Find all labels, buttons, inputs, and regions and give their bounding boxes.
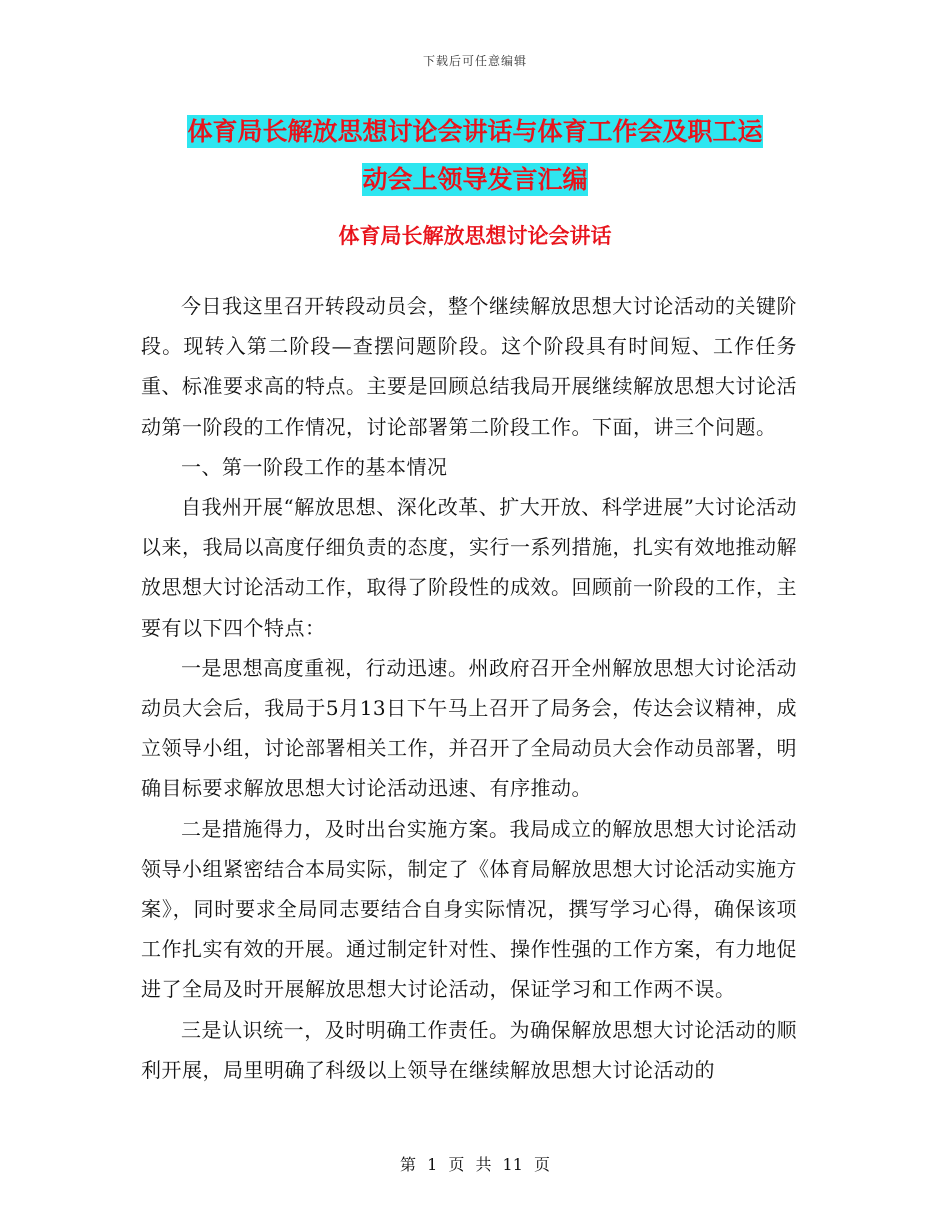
body-paragraph: 自我州开展“解放思想、深化改革、扩大开放、科学进展”大讨论活动以来，我局以高度仔细负责的态度，实行一系列措施，扎实有效地推动解放思想大讨论活动工作，取得了阶段性的成效。回顾前一阶段的工作，主要有以下四个特点： (141, 495, 797, 640)
document-title (140, 108, 810, 204)
page-number-footer: 第 1 页 共 11 页 (400, 1155, 550, 1174)
body-paragraph: 今日我这里召开转段动员会，整个继续解放思想大讨论活动的关键阶段。现转入第二阶段—查摆问题阶段。这个阶段具有时间短、工作任务重、标准要求高的特点。主要是回顾总结我局开展继续解放思想大讨论活动第一阶段的工作情况，讨论部署第二阶段工作。下面，讲三个问题。 (141, 294, 797, 439)
document-title-line-2: 动会上领导发言汇编 (362, 165, 588, 194)
body-paragraph: 二是措施得力，及时出台实施方案。我局成立的解放思想大讨论活动领导小组紧密结合本局实际，制定了《体育局解放思想大讨论活动实施方案》，同时要求全局同志要结合自身实际情况，撰写学习心得，确保该项工作扎实有效的开展。通过制定针对性、操作性强的工作方案，有力地促进了全局及时开展解放思想大讨论活动，保证学习和工作两不误。 (141, 816, 797, 1002)
body-paragraph: 三是认识统一，及时明确工作责任。为确保解放思想大讨论活动的顺利开展，局里明确了科级以上领导在继续解放思想大讨论活动的 (141, 1017, 797, 1082)
page-header-note: 下载后可任意编辑 (422, 54, 527, 68)
section-title: 体育局长解放思想讨论会讲话 (338, 224, 612, 248)
document-body (141, 286, 797, 1090)
body-paragraph: 一是思想高度重视，行动迅速。州政府召开全州解放思想大讨论活动动员大会后，我局于5月13日下午马上召开了局务会，传达会议精神，成立领导小组，讨论部署相关工作，并召开了全局动员大会作动员部署，明确目标要求解放思想大讨论活动迅速、有序推动。 (141, 655, 797, 801)
body-paragraph: 一、第一阶段工作的基本情况 (181, 454, 448, 479)
document-title-line-1: 体育局长解放思想讨论会讲话与体育工作会及职工运 (187, 117, 763, 146)
